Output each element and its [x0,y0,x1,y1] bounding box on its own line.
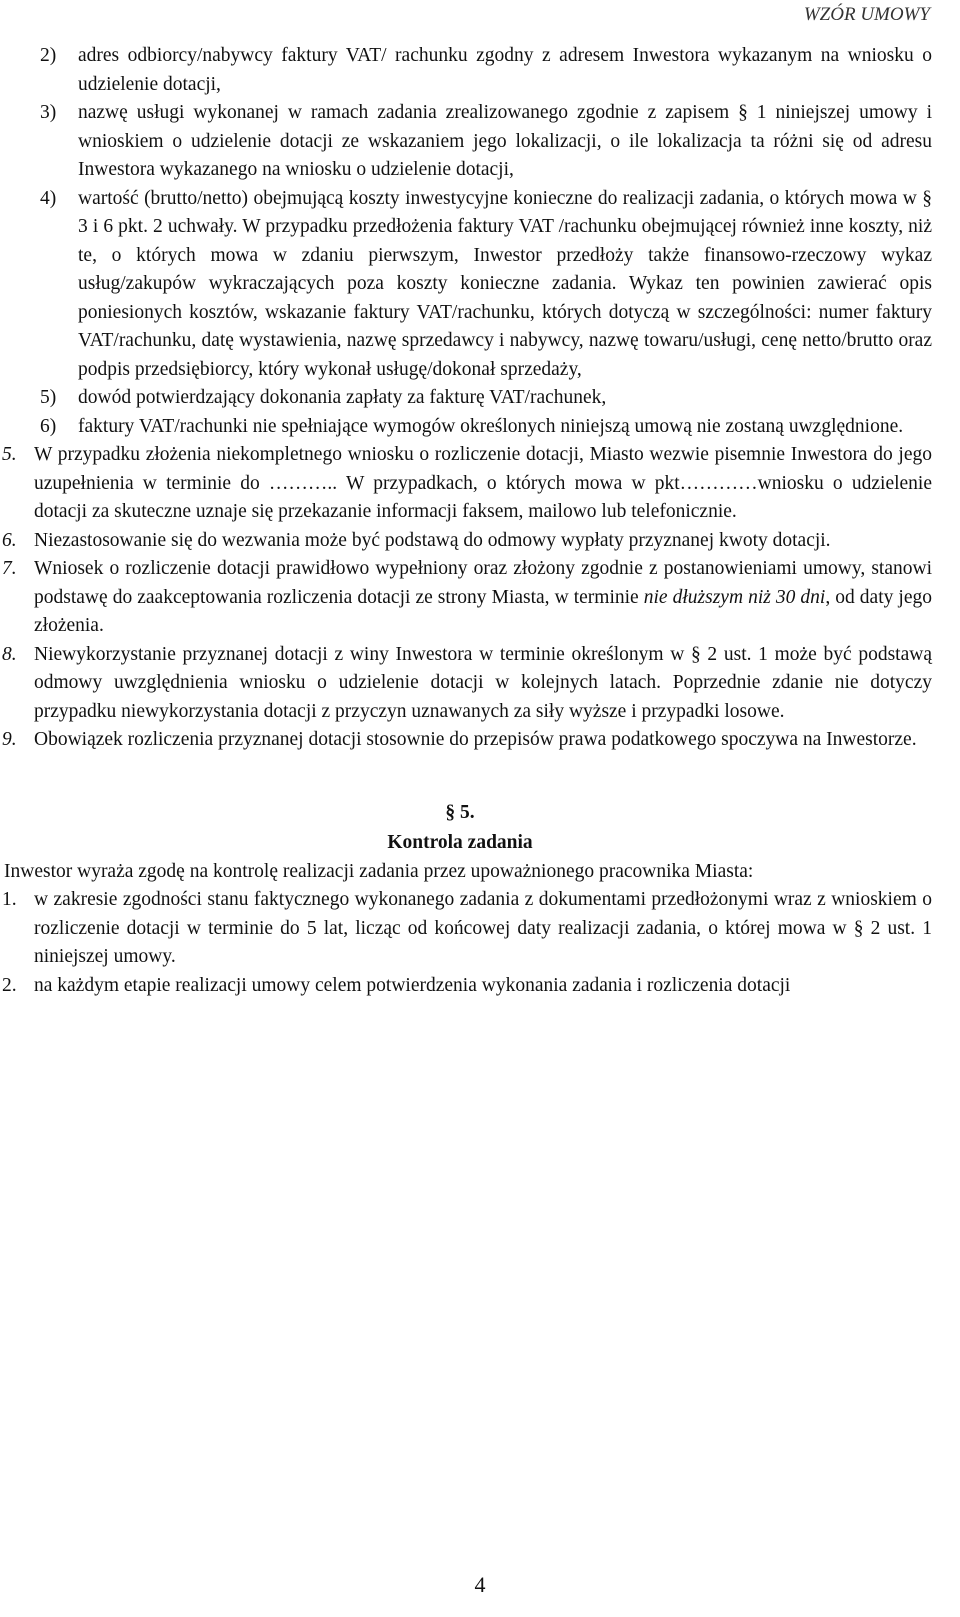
list-item-text: nazwę usługi wykonanej w ramach zadania zrealizowanego zgodnie z zapisem § 1 niniejszej umowy i wnioskiem o udzielenie dotacji ze wskazaniem jego lokalizacji, o ile lokalizacja ta różni się od adresu Inwestora wykazanego na wniosku o udzielenie dotacji, [78,102,932,180]
section-heading [0,799,960,858]
deadline-emphasis: nie dłuższym niż 30 dni [643,586,826,608]
list-item-number: 5) [40,387,57,408]
paragraph-item [0,555,960,641]
document-type-label: WZÓR UMOWY [803,4,930,25]
document-body [0,42,960,1000]
list-item-number: 4) [40,187,57,209]
list-item-text: adres odbiorcy/nabywcy faktury VAT/ rachunku zgodny z adresem Inwestora wykazanym na wniosku o udzielenie dotacji, [78,45,932,95]
list-item-text: na każdym etapie realizacji umowy celem potwierdzenia wykonania zadania i rozliczenia dotacji [34,974,791,996]
list-item [0,886,960,972]
list-item-number: 2. [2,974,17,996]
list-item [0,972,960,1001]
list-item-number: 3) [40,102,57,123]
paragraph-text-part: , od daty jego złożenia. [34,586,932,636]
list-item-number: 6) [40,415,57,437]
paragraph-item [0,527,960,556]
section-title: Kontrola zadania [387,832,533,853]
paragraph-number: 7. [2,558,17,579]
paragraph-number: 8. [2,643,17,665]
page-number: 4 [474,1572,486,1597]
paragraph-item [0,726,960,755]
paragraph-text: W przypadku złożenia niekompletnego wniosku o rozliczenie dotacji, Miasto wezwie pisemnie Inwestora do jego uzupełnienia w terminie do ……….. W przypadkach, o których mowa w pkt…………wniosku o udzielenie dotacji za skuteczne uznaje się przekazanie informacji faksem, mailowo lub telefonicznie. [34,444,932,522]
list-item-number: 1. [2,889,17,910]
list-item-text: wartość (brutto/netto) obejmującą koszty inwestycyjne konieczne do realizacji zadania, o których mowa w § 3 i 6 pkt. 2 uchwały. W przypadku przedłożenia faktury VAT /rachunku obejmującej również inne koszty, niż te, o których mowa w zdaniu pierwszym, Inwestor przedłoży także finansowo-rzeczowy wykaz usług/zakupów wykraczających poza koszty konieczne zadania. Wykaz ten powinien zawierać opis poniesionych kosztów, wskazanie faktury VAT/rachunku, których dotyczą w szczególności: numer faktury VAT/rachunku, datę wystawienia, nazwę sprzedawcy i nabywcy, nazwę towaru/usługi, cenę netto/brutto oraz podpis przedsiębiorcy, który wykonał usługę/dokonał sprzedaży, [78,187,932,380]
paragraph-text: Obowiązek rozliczenia przyznanej dotacji stosownie do przepisów prawa podatkowego spoczywa na Inwestorze. [34,729,917,750]
list-item [0,42,960,99]
list-item [0,413,960,442]
list-item [0,185,960,385]
list-item [0,384,960,413]
paragraph-text: Niezastosowanie się do wezwania może być podstawą do odmowy wypłaty przyznanej kwoty dotacji. [34,529,831,551]
section-number: § 5. [445,801,475,823]
paragraph-number: 9. [2,729,17,750]
paragraph-text-part: Wniosek o rozliczenie dotacji prawidłowo wypełniony oraz złożony zgodnie z postanowieniami umowy, stanowi podstawę do zaakceptowania rozliczenia dotacji ze strony Miasta, w terminie [34,558,932,608]
paragraph-item [0,641,960,727]
paragraph-item [0,441,960,527]
list-item-text: dowód potwierdzający dokonania zapłaty za fakturę VAT/rachunek, [78,387,607,408]
paragraph-number: 6. [2,529,17,551]
paragraph-text: Niewykorzystanie przyznanej dotacji z winy Inwestora w terminie określonym w § 2 ust. 1 może być podstawą odmowy uwzględnienia wniosku o udzielenie dotacji w kolejnych latach. Poprzednie zdanie nie dotyczy przypadku niewykorzystania dotacji z przyczyn uznawanych za siły wyższe i przypadki losowe. [34,643,932,722]
section-intro: Inwestor wyraża zgodę na kontrolę realizacji zadania przez upoważnionego pracownika Miasta: [4,860,754,882]
list-item-text: w zakresie zgodności stanu faktycznego wykonanego zadania z dokumentami przedłożonymi wraz z wnioskiem o rozliczenie dotacji w terminie do 5 lat, licząc od końcowej daty realizacji zadania, o której mowa w § 2 ust. 1 niniejszej umowy. [34,889,932,967]
paragraph-number: 5. [2,444,17,465]
list-item [0,99,960,185]
list-item-text: faktury VAT/rachunki nie spełniające wymogów określonych niniejszą umową nie zostaną uwzględnione. [78,415,904,437]
paragraph-text [34,558,932,636]
list-item-number: 2) [40,45,57,66]
